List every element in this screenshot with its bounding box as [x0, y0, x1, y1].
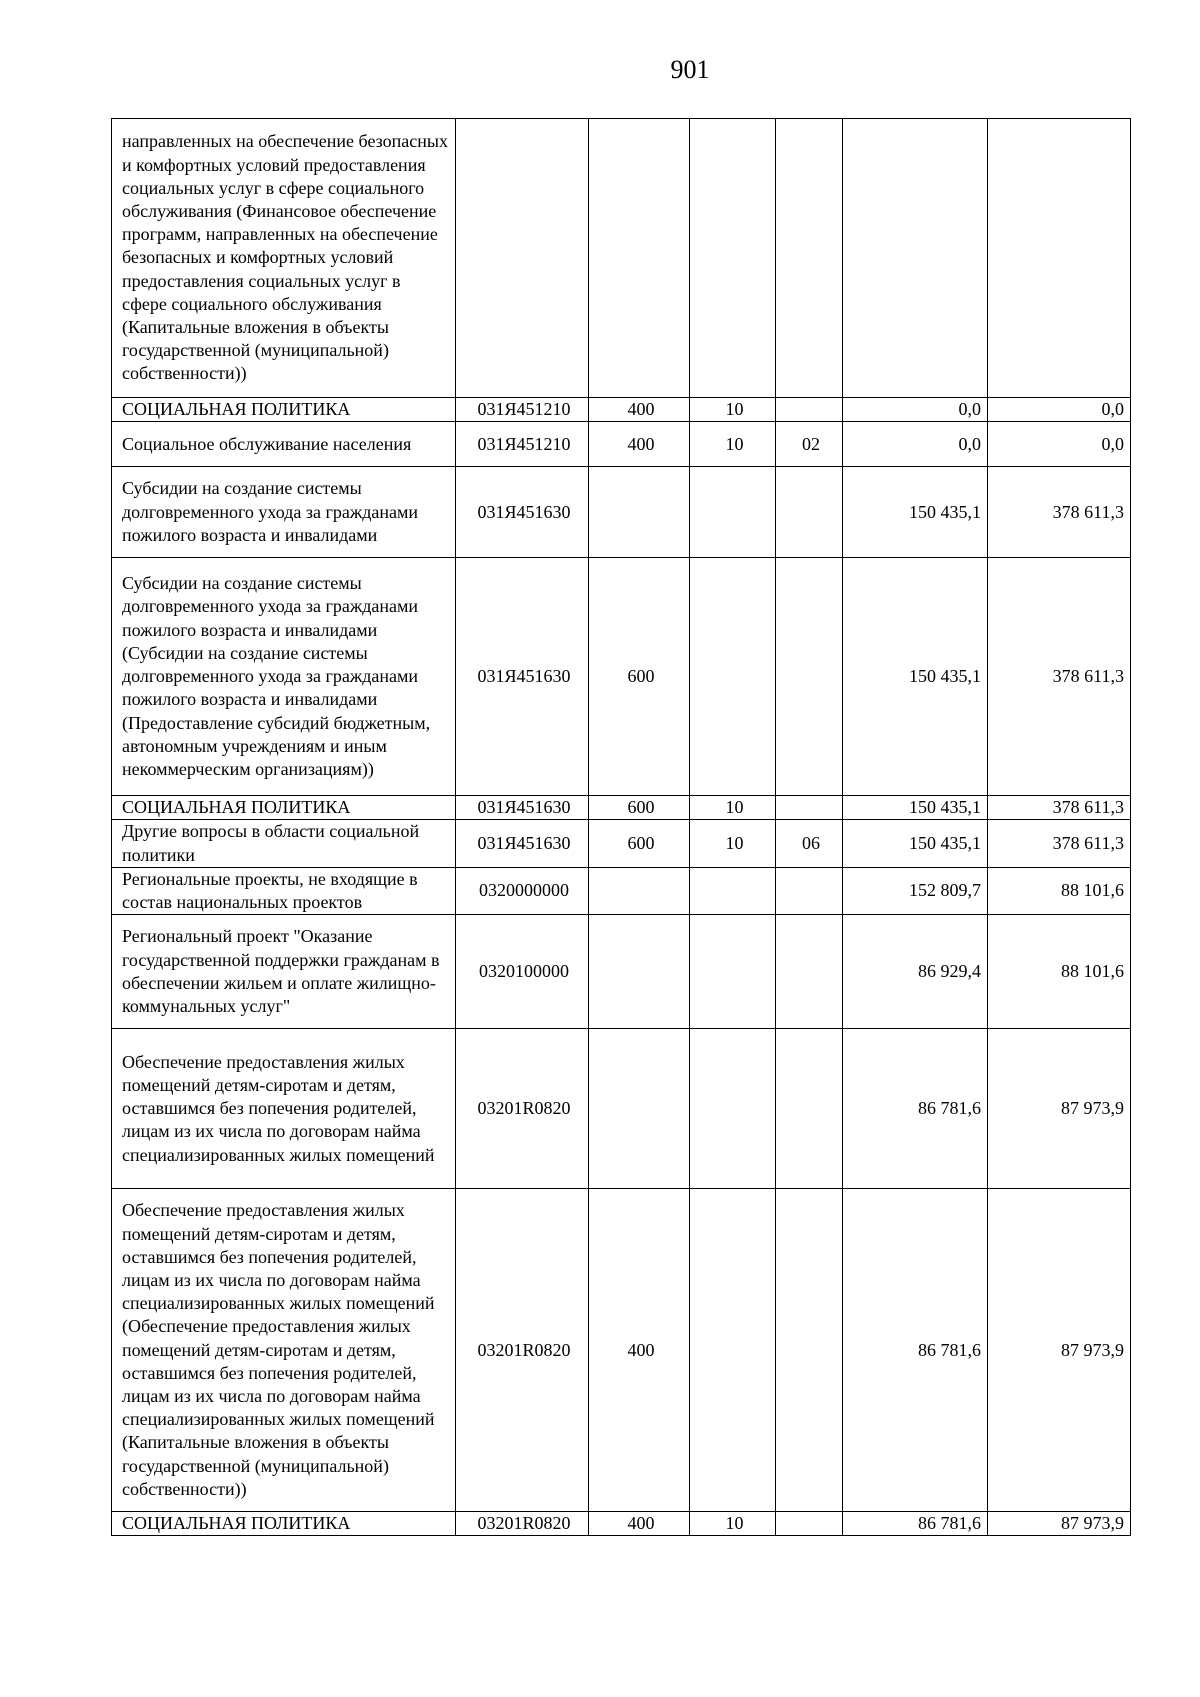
section-code-cell — [690, 119, 776, 398]
target-article-code-cell: 0320000000 — [456, 867, 589, 914]
subsection-code-cell — [776, 119, 843, 398]
row-name-cell: СОЦИАЛЬНАЯ ПОЛИТИКА — [112, 398, 456, 422]
section-code-cell — [690, 1029, 776, 1189]
subsection-code-cell — [776, 1029, 843, 1189]
target-article-code-cell: 03201R0820 — [456, 1512, 589, 1536]
amount-year2-cell: 88 101,6 — [988, 915, 1131, 1029]
expense-type-code-cell — [589, 119, 690, 398]
expense-type-code-cell — [589, 867, 690, 914]
row-name-cell: Другие вопросы в области социальной политики — [112, 820, 456, 867]
table-row — [112, 1029, 1131, 1189]
subsection-code-cell — [776, 796, 843, 820]
expense-type-code-cell — [589, 915, 690, 1029]
table-row — [112, 558, 1131, 796]
row-name-cell: Обеспечение предоставления жилых помещений детям-сиротам и детям, оставшимся без попечения родителей, лицам из их числа по договорам найма специализированных жилых помещений — [112, 1029, 456, 1189]
amount-year1-cell: 152 809,7 — [843, 867, 988, 914]
row-name-cell: СОЦИАЛЬНАЯ ПОЛИТИКА — [112, 796, 456, 820]
expense-type-code-cell: 400 — [589, 1512, 690, 1536]
expense-type-code-cell: 600 — [589, 820, 690, 867]
section-code-cell: 10 — [690, 398, 776, 422]
amount-year1-cell: 150 435,1 — [843, 820, 988, 867]
amount-year2-cell: 0,0 — [988, 422, 1131, 467]
row-name-cell: Субсидии на создание системы долговременного ухода за гражданами пожилого возраста и инвалидами — [112, 467, 456, 558]
target-article-code-cell: 031Я451630 — [456, 467, 589, 558]
amount-year1-cell: 86 781,6 — [843, 1029, 988, 1189]
amount-year1-cell: 0,0 — [843, 398, 988, 422]
subsection-code-cell — [776, 467, 843, 558]
expense-type-code-cell — [589, 1029, 690, 1189]
amount-year2-cell: 378 611,3 — [988, 467, 1131, 558]
table-row — [112, 1512, 1131, 1536]
table-row — [112, 1189, 1131, 1512]
target-article-code-cell: 03201R0820 — [456, 1189, 589, 1512]
table-row — [112, 867, 1131, 914]
amount-year2-cell: 88 101,6 — [988, 867, 1131, 914]
amount-year2-cell: 87 973,9 — [988, 1189, 1131, 1512]
subsection-code-cell — [776, 398, 843, 422]
amount-year1-cell: 86 929,4 — [843, 915, 988, 1029]
amount-year2-cell: 378 611,3 — [988, 796, 1131, 820]
expense-type-code-cell: 600 — [589, 796, 690, 820]
table-row — [112, 796, 1131, 820]
row-name-cell: направленных на обеспечение безопасных и комфортных условий предоставления социальных услуг в сфере социального обслуживания (Финансовое обеспечение программ, направленных на обеспечение безопасных и комфортных условий предоставления социальных услуг в сфере социального обслуживания (Капитальные вложения в объекты государственной (муниципальной) собственности)) — [112, 119, 456, 398]
section-code-cell — [690, 867, 776, 914]
subsection-code-cell: 02 — [776, 422, 843, 467]
subsection-code-cell: 06 — [776, 820, 843, 867]
expense-type-code-cell: 400 — [589, 1189, 690, 1512]
row-name-cell: Социальное обслуживание населения — [112, 422, 456, 467]
table-row — [112, 467, 1131, 558]
expense-type-code-cell: 400 — [589, 422, 690, 467]
expense-type-code-cell: 600 — [589, 558, 690, 796]
section-code-cell: 10 — [690, 796, 776, 820]
subsection-code-cell — [776, 558, 843, 796]
budget-table — [111, 118, 1131, 1536]
target-article-code-cell: 031Я451630 — [456, 820, 589, 867]
section-code-cell — [690, 1189, 776, 1512]
target-article-code-cell: 03201R0820 — [456, 1029, 589, 1189]
amount-year2-cell: 378 611,3 — [988, 820, 1131, 867]
amount-year2-cell — [988, 119, 1131, 398]
budget-table-body — [112, 119, 1131, 1536]
target-article-code-cell: 031Я451630 — [456, 796, 589, 820]
section-code-cell: 10 — [690, 422, 776, 467]
expense-type-code-cell — [589, 467, 690, 558]
row-name-cell: Региональный проект "Оказание государственной поддержки гражданам в обеспечении жильем и оплате жилищно-коммунальных услуг" — [112, 915, 456, 1029]
amount-year1-cell — [843, 119, 988, 398]
row-name-cell: Субсидии на создание системы долговременного ухода за гражданами пожилого возраста и инвалидами (Субсидии на создание системы долговременного ухода за гражданами пожилого возраста и инвалидами (Предоставление субсидий бюджетным, автономным учреждениям и иным некоммерческим организациям)) — [112, 558, 456, 796]
target-article-code-cell: 031Я451210 — [456, 398, 589, 422]
subsection-code-cell — [776, 867, 843, 914]
subsection-code-cell — [776, 915, 843, 1029]
target-article-code-cell: 031Я451210 — [456, 422, 589, 467]
page-number: 901 — [670, 55, 710, 84]
subsection-code-cell — [776, 1512, 843, 1536]
amount-year1-cell: 86 781,6 — [843, 1512, 988, 1536]
amount-year1-cell: 150 435,1 — [843, 467, 988, 558]
expense-type-code-cell: 400 — [589, 398, 690, 422]
amount-year1-cell: 150 435,1 — [843, 796, 988, 820]
table-row — [112, 820, 1131, 867]
amount-year2-cell: 0,0 — [988, 398, 1131, 422]
section-code-cell — [690, 558, 776, 796]
amount-year2-cell: 87 973,9 — [988, 1512, 1131, 1536]
amount-year1-cell: 86 781,6 — [843, 1189, 988, 1512]
row-name-cell: СОЦИАЛЬНАЯ ПОЛИТИКА — [112, 1512, 456, 1536]
target-article-code-cell: 031Я451630 — [456, 558, 589, 796]
table-row — [112, 398, 1131, 422]
subsection-code-cell — [776, 1189, 843, 1512]
amount-year2-cell: 87 973,9 — [988, 1029, 1131, 1189]
section-code-cell: 10 — [690, 1512, 776, 1536]
table-row — [112, 422, 1131, 467]
table-row — [112, 915, 1131, 1029]
row-name-cell: Обеспечение предоставления жилых помещений детям-сиротам и детям, оставшимся без попечения родителей, лицам из их числа по договорам найма специализированных жилых помещений (Обеспечение предоставления жилых помещений детям-сиротам и детям, оставшимся без попечения родителей, лицам из их числа по договорам найма специализированных жилых помещений (Капитальные вложения в объекты государственной (муниципальной) собственности)) — [112, 1189, 456, 1512]
table-row — [112, 119, 1131, 398]
section-code-cell: 10 — [690, 820, 776, 867]
amount-year1-cell: 150 435,1 — [843, 558, 988, 796]
amount-year1-cell: 0,0 — [843, 422, 988, 467]
row-name-cell: Региональные проекты, не входящие в состав национальных проектов — [112, 867, 456, 914]
amount-year2-cell: 378 611,3 — [988, 558, 1131, 796]
target-article-code-cell: 0320100000 — [456, 915, 589, 1029]
target-article-code-cell — [456, 119, 589, 398]
section-code-cell — [690, 915, 776, 1029]
section-code-cell — [690, 467, 776, 558]
